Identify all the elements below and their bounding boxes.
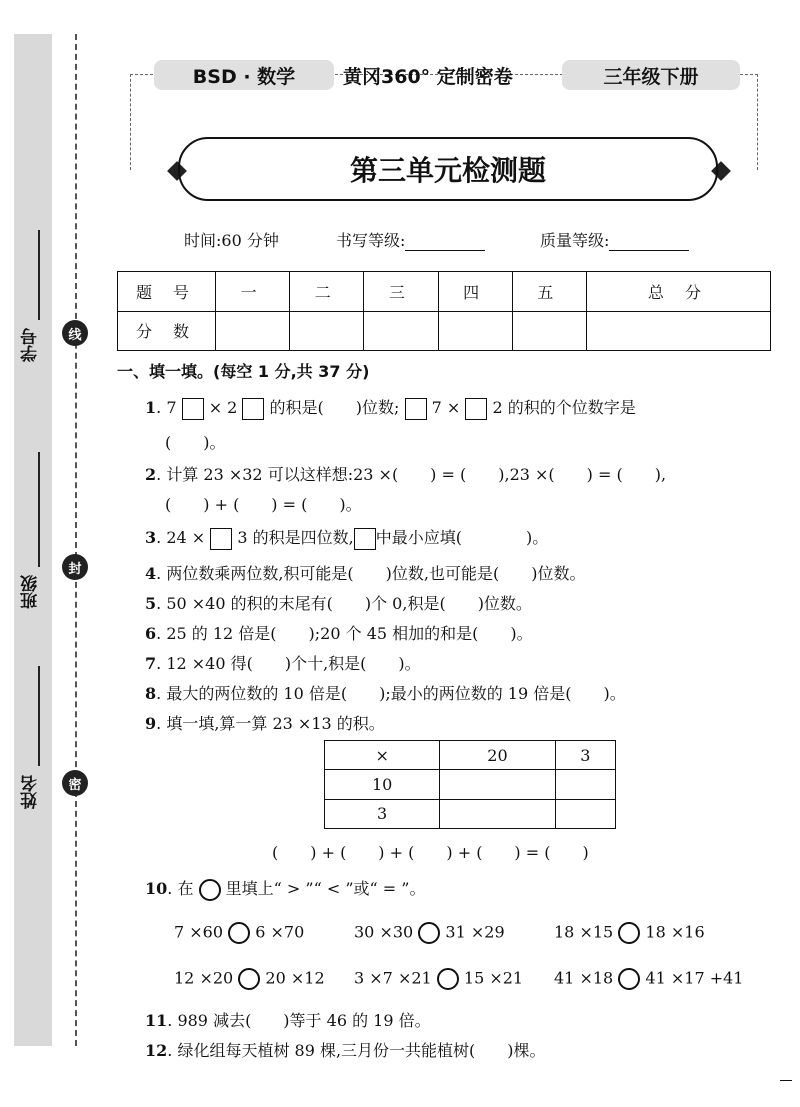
question-8	[145, 681, 626, 704]
grid-cell[interactable]	[555, 799, 615, 828]
series-title: 黄冈360° 定制密卷	[343, 66, 513, 88]
score-header-cell: 二	[290, 272, 364, 312]
compare-left: 3 ×7 ×21	[354, 968, 432, 988]
score-cell[interactable]	[290, 311, 364, 351]
q10-text-a: . 在	[167, 879, 194, 898]
question-2	[145, 462, 666, 485]
score-cell[interactable]	[216, 311, 290, 351]
question-9	[145, 711, 385, 734]
question-number: 8	[145, 684, 157, 703]
q1-text-c: 的积是( )位数;	[269, 398, 400, 417]
compare-circle[interactable]	[618, 968, 640, 990]
section-heading: 一、填一填。(每空 1 分,共 37 分)	[117, 362, 370, 381]
score-cell[interactable]	[586, 311, 770, 351]
question-number: 4	[145, 564, 157, 583]
compare-circle[interactable]	[418, 922, 440, 944]
answer-box[interactable]	[354, 528, 376, 550]
question-number: 1	[145, 398, 157, 417]
question-number: 5	[145, 594, 157, 613]
compare-left: 30 ×30	[354, 922, 414, 942]
compare-left: 12 ×20	[174, 968, 234, 988]
time-info: 时间:60 分钟	[184, 231, 279, 250]
seal-line-icon: 线	[62, 320, 88, 346]
grid-cell[interactable]	[440, 770, 555, 799]
q12-text: . 绿化组每天植树 89 棵,三月份一共能植树( )棵。	[167, 1041, 546, 1060]
name-blank	[38, 666, 40, 766]
answer-box[interactable]	[182, 398, 204, 420]
question-11	[145, 1008, 431, 1031]
question-number: 7	[145, 654, 157, 673]
score-header-cell: 总 分	[586, 272, 770, 312]
question-number: 9	[145, 714, 157, 733]
question-number: 6	[145, 624, 157, 643]
writing-grade	[336, 228, 485, 251]
q1-text-a: . 7	[156, 398, 177, 417]
compare-left: 18 ×15	[554, 922, 614, 942]
answer-box[interactable]	[405, 398, 427, 420]
question-6	[145, 621, 533, 644]
q7-text: . 12 ×40 得( )个十,积是( )。	[156, 654, 421, 673]
score-cell[interactable]	[364, 311, 438, 351]
seal-secret-icon: 密	[62, 770, 88, 796]
score-header-cell: 五	[512, 272, 586, 312]
id-blank	[38, 230, 40, 320]
compare-left: 7 ×60	[174, 922, 224, 942]
q5-text: . 50 ×40 的积的末尾有( )个 0,积是( )位数。	[156, 594, 532, 613]
quality-grade-label: 质量等级:	[540, 231, 610, 250]
question-number: 11	[145, 1011, 168, 1030]
q10-text-b: 里填上“ > ”“ < ”或“ = ”。	[225, 879, 426, 898]
question-1	[145, 395, 636, 420]
quality-grade-blank[interactable]	[609, 235, 689, 251]
writing-grade-blank[interactable]	[405, 235, 485, 251]
q1-text-b: × 2	[208, 398, 238, 417]
compare-right: 41 ×17 +41	[645, 968, 744, 988]
q9-text: . 填一填,算一算 23 ×13 的积。	[156, 714, 385, 733]
q1-text-e: 2 的积的个位数字是	[492, 398, 636, 417]
compare-item	[554, 968, 743, 990]
score-header-cell: 三	[364, 272, 438, 312]
page-title: 第三单元检测题	[178, 137, 718, 201]
score-header-cell: 四	[438, 272, 512, 312]
question-5	[145, 591, 532, 614]
seal-seal-icon: 封	[62, 554, 88, 580]
question-3	[145, 525, 548, 550]
question-number: 2	[145, 465, 157, 484]
compare-right: 6 ×70	[255, 922, 305, 942]
cut-line	[75, 34, 77, 1046]
q8-text: . 最大的两位数的 10 倍是( );最小的两位数的 19 倍是( )。	[156, 684, 626, 703]
compare-left: 41 ×18	[554, 968, 614, 988]
question-number: 12	[145, 1041, 168, 1060]
compare-right: 31 ×29	[445, 922, 505, 942]
q11-text: . 989 减去( )等于 46 的 19 倍。	[167, 1011, 431, 1030]
quality-grade	[540, 228, 689, 251]
grid-header: 3	[555, 741, 615, 770]
question-10	[145, 876, 425, 901]
grade-badge: 三年级下册	[562, 60, 740, 90]
page-mark	[780, 1080, 792, 1081]
q9-sum: ( ) + ( ) + ( ) + ( ) = ( )	[272, 843, 589, 862]
compare-item	[174, 968, 325, 990]
q3-text-c: 中最小应填( )。	[375, 528, 549, 547]
compare-item	[354, 922, 505, 944]
compare-circle[interactable]	[238, 968, 260, 990]
answer-box[interactable]	[242, 398, 264, 420]
grid-cell[interactable]	[555, 770, 615, 799]
grid-cell[interactable]	[440, 799, 555, 828]
grid-header: ×	[325, 741, 440, 770]
answer-box[interactable]	[465, 398, 487, 420]
subject-badge: BSD · 数学	[154, 60, 334, 90]
q6-text: . 25 的 12 倍是( );20 个 45 相加的和是( )。	[156, 624, 533, 643]
class-blank	[38, 452, 40, 567]
question-7	[145, 651, 421, 674]
question-4	[145, 561, 585, 584]
q2-text: . 计算 23 ×32 可以这样想:23 ×( ) = ( ),23 ×( ) = ( ),	[156, 465, 667, 484]
q1-continuation: ( )。	[165, 433, 226, 452]
binding-margin	[14, 34, 52, 1046]
name-label: 姓名	[21, 775, 41, 809]
grid-row-label: 10	[325, 770, 440, 799]
grid-row-label: 3	[325, 799, 440, 828]
q1-text-d: 7 ×	[431, 398, 461, 417]
score-cell[interactable]	[438, 311, 512, 351]
score-cell[interactable]	[512, 311, 586, 351]
score-row-label: 分 数	[118, 311, 216, 351]
circle-icon	[199, 879, 221, 901]
writing-grade-label: 书写等级:	[336, 231, 406, 250]
q4-text: . 两位数乘两位数,积可能是( )位数,也可能是( )位数。	[156, 564, 586, 583]
compare-circle[interactable]	[437, 968, 459, 990]
compare-item	[174, 922, 304, 944]
q3-text-b: 3 的积是四位数,	[237, 528, 354, 547]
compare-circle[interactable]	[618, 922, 640, 944]
compare-right: 15 ×21	[463, 968, 524, 988]
compare-item	[354, 968, 523, 990]
compare-right: 18 ×16	[645, 922, 705, 942]
score-table	[117, 271, 771, 351]
student-id-label: 学号	[21, 328, 41, 362]
compare-circle[interactable]	[228, 922, 250, 944]
score-header-cell: 一	[216, 272, 290, 312]
question-number: 10	[145, 879, 168, 898]
compare-right: 20 ×12	[265, 968, 325, 988]
q2-continuation: ( ) + ( ) = ( )。	[165, 495, 362, 514]
score-header-cell: 题 号	[118, 272, 216, 312]
compare-item	[554, 922, 705, 944]
q3-text-a: . 24 ×	[156, 528, 206, 547]
grid-header: 20	[440, 741, 555, 770]
multiplication-grid	[324, 740, 616, 829]
question-12	[145, 1038, 546, 1061]
question-number: 3	[145, 528, 157, 547]
answer-box[interactable]	[210, 528, 232, 550]
class-label: 班级	[21, 575, 41, 609]
